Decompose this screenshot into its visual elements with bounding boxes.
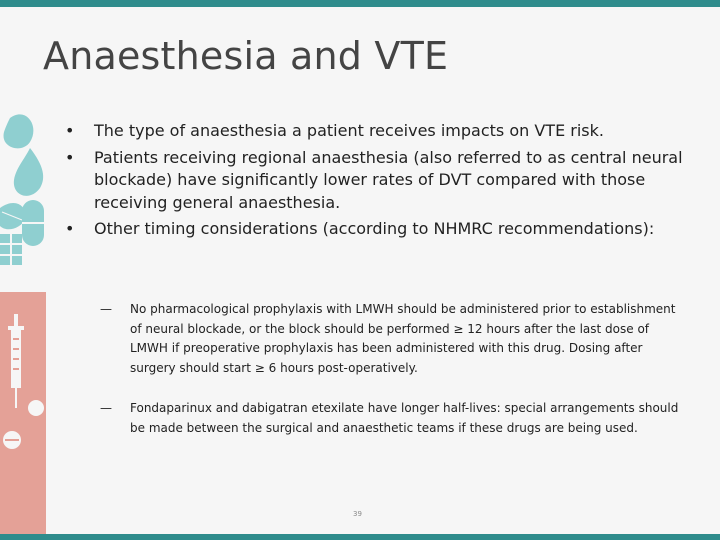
bullet-text: The type of anaesthesia a patient receives impacts on VTE risk. <box>94 121 604 140</box>
bullet-marker: • <box>65 147 75 167</box>
bullet-text: Patients receiving regional anaesthesia (also referred to as central neural blockade) have significantly lower rates of DVT compared with those receiving general anaesthesia. <box>94 147 683 212</box>
bullet-marker: • <box>65 219 75 238</box>
sub-bullet-marker: — <box>100 401 112 415</box>
sub-bullet-list <box>100 300 690 438</box>
sub-bullet-text: No pharmacological prophylaxis with LMWH should be administered prior to establishment of neural blockade, or the block should be performed ≥ 12 hours after the last dose of LMWH if preoperative prophylaxis has been administered with this drug. Dosing after surgery should start ≥ 6 hours post-operatively. <box>130 302 676 375</box>
slide-title: Anaesthesia and VTE <box>43 34 449 78</box>
bullet-item <box>62 147 692 215</box>
sub-bullet-item <box>100 399 690 438</box>
page-number: 39 <box>353 510 362 518</box>
bullet-item <box>62 120 692 143</box>
sub-bullet-marker: — <box>100 302 112 316</box>
bullet-item <box>62 218 692 241</box>
sub-bullet-item <box>100 300 690 378</box>
bullet-list <box>62 120 692 245</box>
sub-bullet-text: Fondaparinux and dabigatran etexilate have longer half-lives: special arrangements should be made between the surgical and anaesthetic teams if these drugs are being used. <box>130 401 679 435</box>
top-accent-bar <box>0 0 720 7</box>
medical-decoration-icon <box>0 108 46 540</box>
bullet-text: Other timing considerations (according to NHMRC recommendations): <box>94 219 655 238</box>
bottom-accent-bar <box>0 534 720 540</box>
bullet-marker: • <box>65 121 75 140</box>
